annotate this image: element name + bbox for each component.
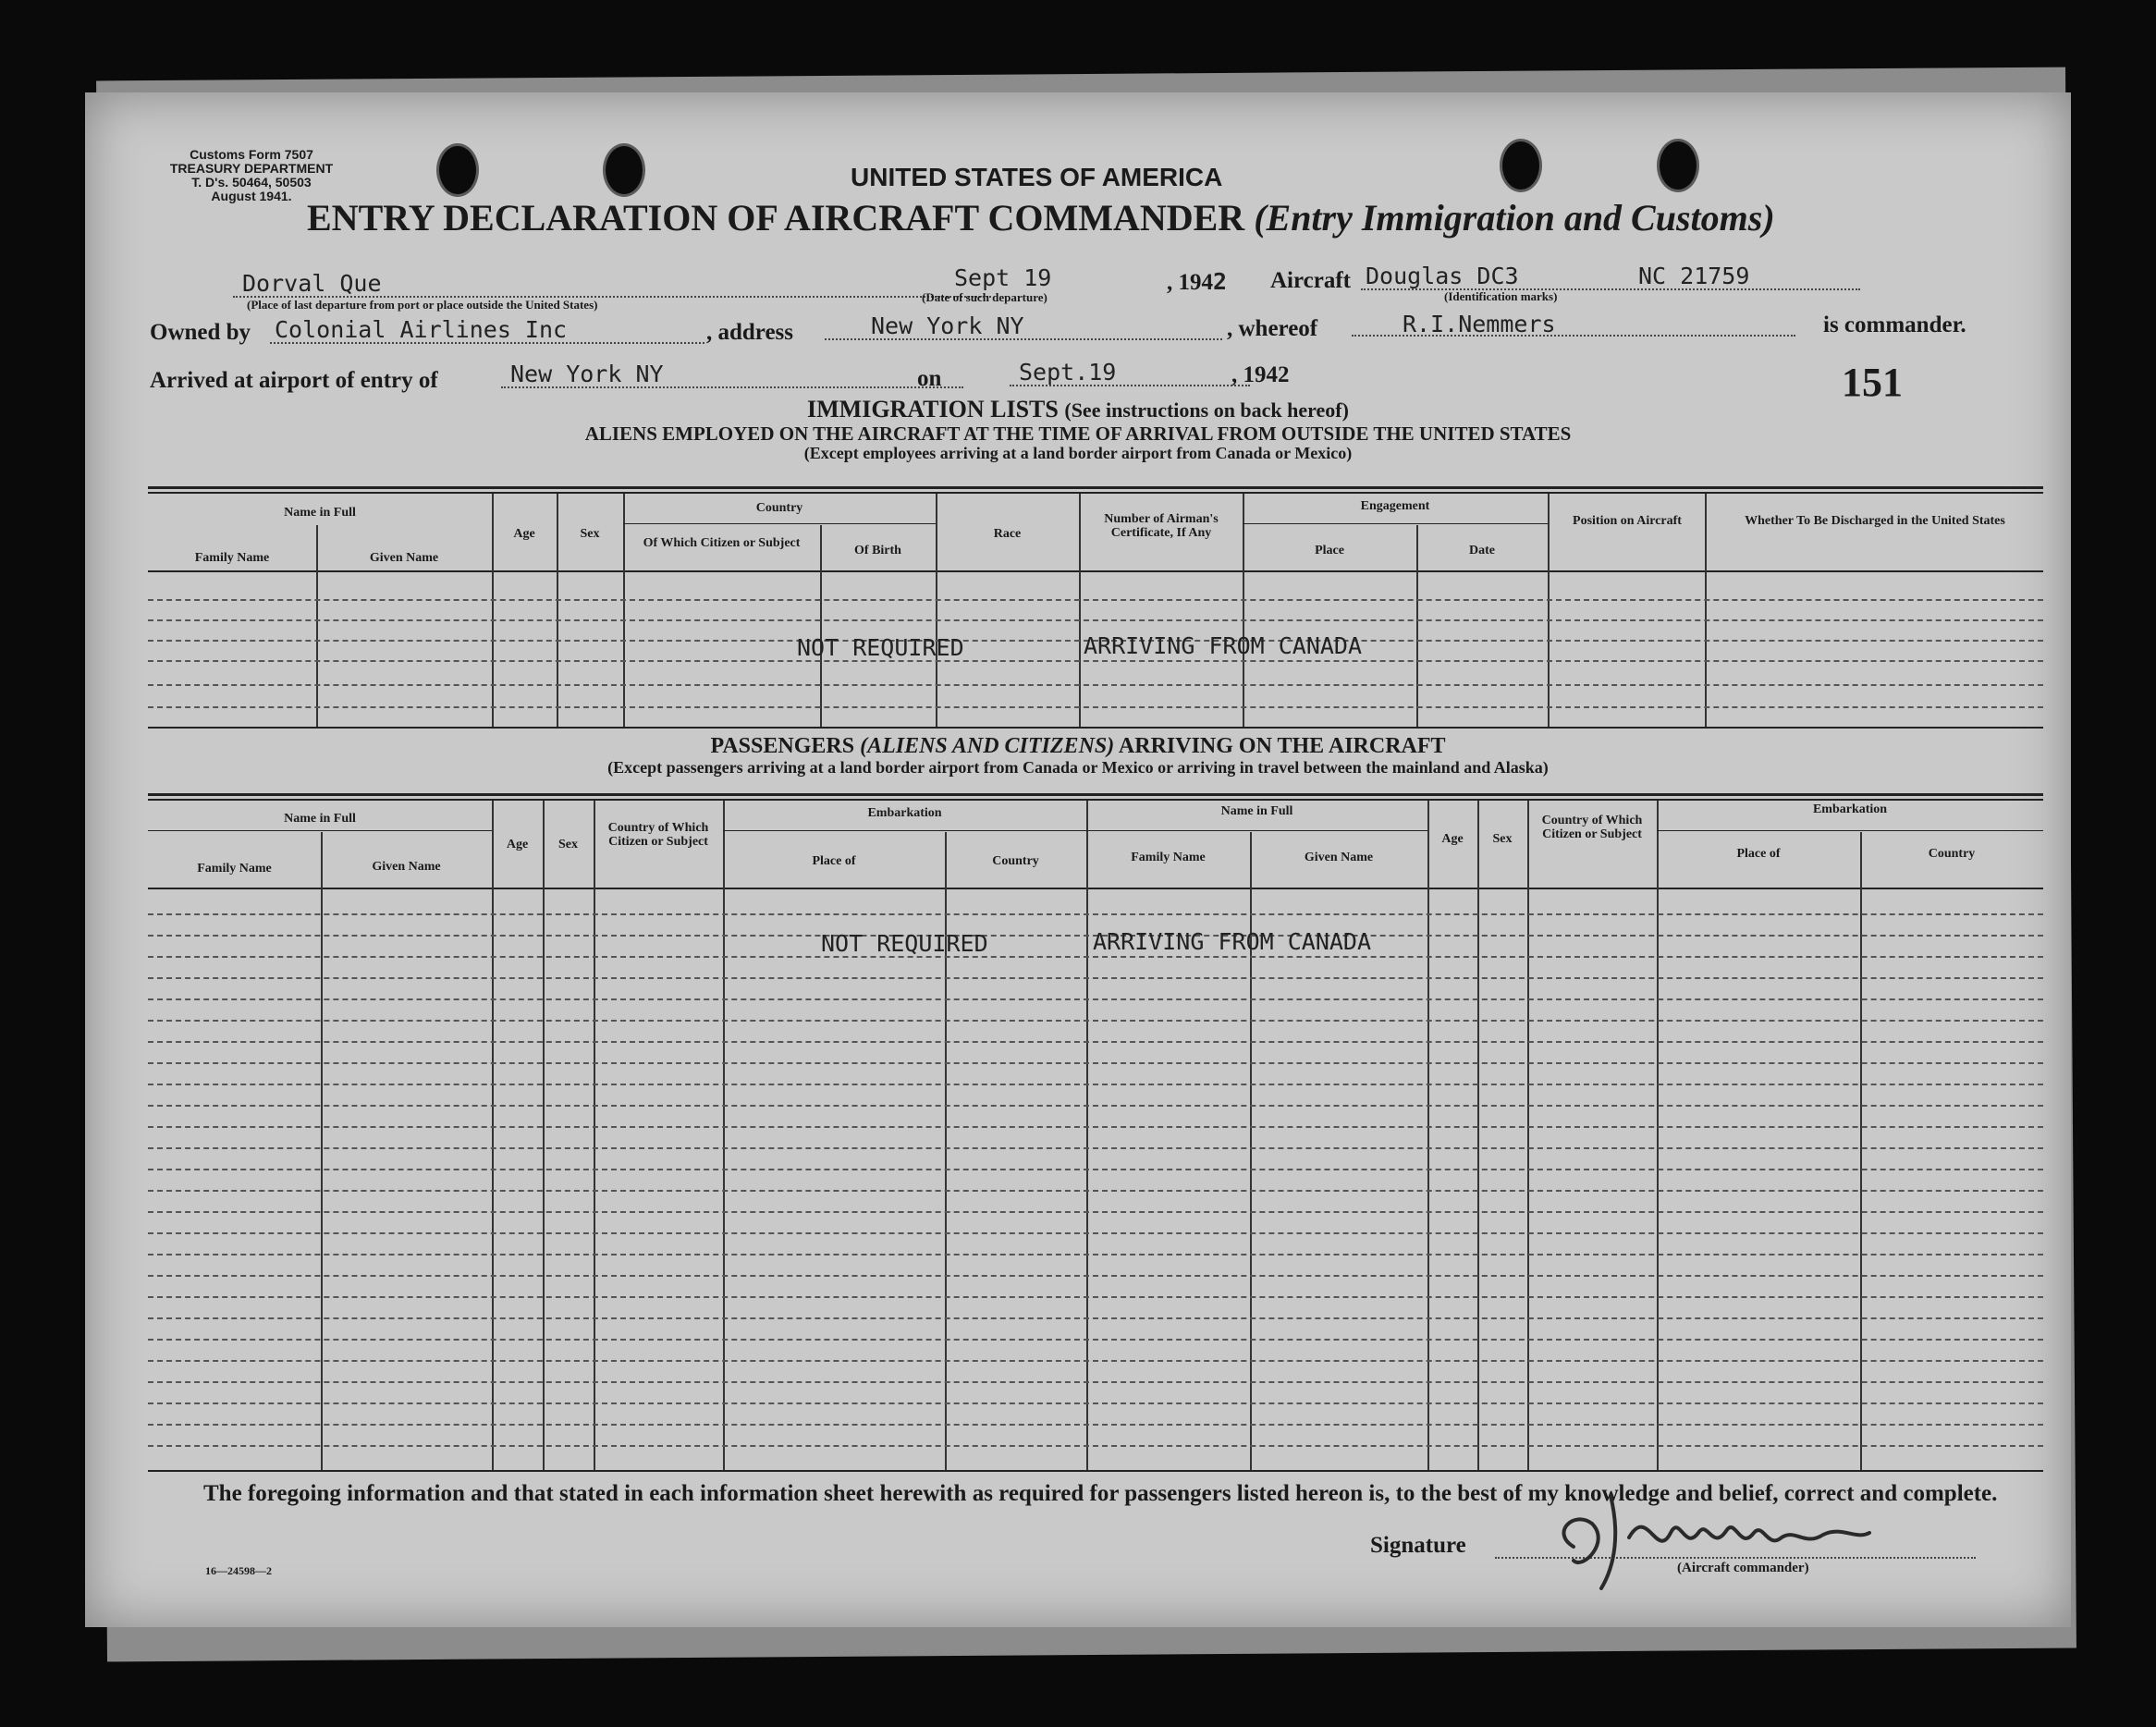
passenger-header-age-2: Age bbox=[1441, 832, 1464, 846]
passenger-header-citizen: Country of Which Citizen or Subject bbox=[607, 821, 709, 849]
immigration-heading bbox=[85, 396, 2071, 423]
passenger-col-divider bbox=[1527, 801, 1529, 1470]
underline bbox=[1352, 335, 1795, 337]
passenger-row bbox=[148, 1041, 2043, 1043]
passenger-row bbox=[148, 1105, 2043, 1107]
crew-header-country: Country bbox=[755, 501, 803, 515]
crew-col-divider bbox=[1705, 494, 1707, 727]
underline bbox=[1361, 288, 1860, 290]
immigration-title: IMMIGRATION LISTS bbox=[807, 396, 1059, 423]
passenger-header-citizen-2: Country of Which Citizen or Subject bbox=[1541, 814, 1643, 841]
arrival-year: , 1942 bbox=[1231, 362, 1290, 387]
passenger-arriving-from: ARRIVING FROM CANADA bbox=[1093, 928, 1372, 955]
passenger-col-divider bbox=[321, 832, 323, 1470]
signature-caption: (Aircraft commander) bbox=[1677, 1561, 1809, 1575]
passenger-row bbox=[148, 1339, 2043, 1341]
on-label: on bbox=[917, 366, 942, 391]
crew-header-birth: Of Birth bbox=[854, 544, 901, 557]
certification-statement: The foregoing information and that stated in each information sheet herewith as required for passengers listed hereon is, to the best of my knowledge and belief, correct and complete. bbox=[203, 1481, 1998, 1506]
punch-hole bbox=[603, 143, 645, 197]
passengers-qualifier: (ALIENS AND CITIZENS) bbox=[860, 734, 1115, 758]
passenger-header-embarkation: Embarkation bbox=[867, 806, 942, 820]
passenger-col-divider bbox=[723, 801, 725, 1470]
registration-number: NC 21759 bbox=[1638, 263, 1750, 289]
commander-suffix: is commander. bbox=[1823, 312, 1966, 337]
passenger-header-family: Family Name bbox=[197, 862, 272, 876]
passenger-row bbox=[148, 1147, 2043, 1149]
underline bbox=[270, 342, 704, 344]
underline bbox=[825, 338, 1222, 340]
punch-hole bbox=[436, 143, 479, 197]
passenger-row bbox=[148, 956, 2043, 958]
title-main: ENTRY DECLARATION OF AIRCRAFT COMMANDER bbox=[307, 197, 1245, 239]
passenger-header-given-2: Given Name bbox=[1304, 851, 1374, 864]
crew-header-date: Date bbox=[1469, 544, 1495, 557]
form-date: August 1941. bbox=[211, 189, 292, 203]
crew-col-divider bbox=[1079, 494, 1081, 727]
crew-header-race: Race bbox=[993, 527, 1022, 541]
crew-header-position: Position on Aircraft bbox=[1573, 514, 1682, 528]
aircraft-type: Douglas DC3 bbox=[1366, 263, 1519, 289]
passenger-row bbox=[148, 977, 2043, 979]
department: TREASURY DEPARTMENT bbox=[169, 161, 334, 176]
passenger-row bbox=[148, 1360, 2043, 1362]
crew-header-sex: Sex bbox=[580, 527, 600, 541]
passenger-table-top-rule bbox=[148, 793, 2043, 796]
aliens-subheading: (Except employees arriving at a land border airport from Canada or Mexico) bbox=[803, 444, 1353, 462]
passenger-header-age: Age bbox=[506, 838, 529, 851]
date-caption: (Date of such departure) bbox=[922, 290, 1047, 304]
passenger-row bbox=[148, 1445, 2043, 1447]
crew-header-rule bbox=[148, 570, 2043, 572]
arrival-airport: New York NY bbox=[510, 361, 664, 387]
crew-header-name: Name in Full bbox=[284, 506, 356, 520]
passenger-header-name-2: Name in Full bbox=[1220, 804, 1293, 818]
passenger-row bbox=[148, 1296, 2043, 1298]
passengers-heading bbox=[85, 734, 2071, 759]
passenger-header-country: Country bbox=[992, 854, 1039, 868]
crew-subheader-rule bbox=[623, 523, 936, 524]
passenger-subheader-rule bbox=[1086, 830, 1427, 831]
passenger-row bbox=[148, 1062, 2043, 1064]
passenger-row bbox=[148, 998, 2043, 1000]
crew-col-divider bbox=[1548, 494, 1550, 727]
passenger-header-place-2: Place of bbox=[1736, 847, 1781, 861]
departure-year bbox=[1167, 268, 1227, 296]
passenger-row bbox=[148, 1424, 2043, 1426]
passenger-col-divider bbox=[1657, 801, 1659, 1470]
arrived-label: Arrived at airport of entry of bbox=[150, 368, 438, 393]
print-code: 16—24598—2 bbox=[205, 1564, 272, 1577]
passenger-row bbox=[148, 1126, 2043, 1128]
owner-address: New York NY bbox=[871, 312, 1024, 339]
commander-name: R.I.Nemmers bbox=[1403, 311, 1556, 337]
crew-row bbox=[148, 660, 2043, 662]
crew-header-discharged: Whether To Be Discharged in the United States bbox=[1745, 514, 2005, 528]
passengers-title-end: ARRIVING ON THE AIRCRAFT bbox=[1118, 734, 1446, 758]
address-label: , address bbox=[706, 320, 794, 345]
whereof-label: , whereof bbox=[1227, 316, 1318, 341]
passenger-row bbox=[148, 1169, 2043, 1170]
passenger-row bbox=[148, 1275, 2043, 1277]
passenger-subheader-rule bbox=[148, 830, 492, 831]
passenger-header-place: Place of bbox=[812, 854, 856, 868]
passenger-col-divider bbox=[1860, 832, 1862, 1470]
crew-header-certificate: Number of Airman's Certificate, If Any bbox=[1104, 512, 1219, 540]
passenger-col-divider bbox=[1427, 801, 1429, 1470]
crew-header-given: Given Name bbox=[369, 551, 439, 565]
form-sheet bbox=[85, 92, 2071, 1627]
passenger-row bbox=[148, 1190, 2043, 1192]
passenger-row bbox=[148, 1317, 2043, 1319]
crew-header-engagement: Engagement bbox=[1360, 499, 1430, 513]
departure-year-prefix: , 194 bbox=[1167, 270, 1213, 295]
passenger-row bbox=[148, 1402, 2043, 1404]
passenger-row bbox=[148, 1381, 2043, 1383]
passenger-col-divider bbox=[594, 801, 595, 1470]
departure-caption: (Place of last departure from port or place outside the United States) bbox=[247, 298, 598, 312]
passenger-subheader-rule bbox=[723, 830, 1086, 831]
owner-name: Colonial Airlines Inc bbox=[275, 316, 568, 343]
passenger-header-given: Given Name bbox=[372, 860, 441, 874]
passenger-header-embarkation-2: Embarkation bbox=[1812, 802, 1888, 816]
crew-row bbox=[148, 619, 2043, 621]
signature-label: Signature bbox=[1370, 1533, 1466, 1558]
passenger-header-family-2: Family Name bbox=[1131, 851, 1206, 864]
aircraft-label: Aircraft bbox=[1270, 268, 1351, 293]
passengers-subheading: (Except passengers arriving at a land border airport from Canada or Mexico or arriving in travel between the mainland and Alaska) bbox=[607, 758, 1549, 777]
crew-arriving-from: ARRIVING FROM CANADA bbox=[1084, 632, 1363, 659]
sheet-number: 151 bbox=[1842, 360, 1903, 405]
passenger-row bbox=[148, 1020, 2043, 1022]
crew-table-top-rule bbox=[148, 486, 2043, 489]
crew-row bbox=[148, 684, 2043, 686]
aliens-heading: ALIENS EMPLOYED ON THE AIRCRAFT AT THE TIME OF ARRIVAL FROM OUTSIDE THE UNITED STATES bbox=[584, 423, 1572, 445]
signature-scrawl bbox=[1546, 1459, 1879, 1598]
title-subtitle: (Entry Immigration and Customs) bbox=[1254, 197, 1775, 239]
departure-year-digit: 2 bbox=[1213, 268, 1228, 295]
passenger-col-divider bbox=[1086, 801, 1088, 1470]
country-heading: UNITED STATES OF AMERICA bbox=[851, 163, 1223, 191]
passenger-not-required: NOT REQUIRED bbox=[821, 930, 988, 957]
passenger-col-divider bbox=[945, 832, 947, 1470]
crew-row bbox=[148, 599, 2043, 601]
crew-table-top-rule bbox=[148, 492, 2043, 494]
underline bbox=[501, 386, 963, 388]
crew-not-required: NOT REQUIRED bbox=[797, 634, 964, 661]
crew-header-place: Place bbox=[1315, 544, 1344, 557]
arrival-date: Sept.19 bbox=[1019, 359, 1117, 386]
form-number: Customs Form 7507 bbox=[190, 147, 313, 162]
form-identifier bbox=[150, 148, 353, 203]
identification-caption: (Identification marks) bbox=[1444, 289, 1558, 303]
passenger-col-divider bbox=[543, 801, 545, 1470]
passenger-header-sex: Sex bbox=[558, 838, 578, 851]
punch-hole bbox=[1657, 139, 1699, 192]
treasury-decisions: T. D's. 50464, 50503 bbox=[191, 175, 312, 190]
passenger-header-rule bbox=[148, 888, 2043, 889]
immigration-note: (See instructions on back hereof) bbox=[1064, 398, 1349, 422]
crew-table-bottom-rule bbox=[148, 727, 2043, 729]
passengers-title: PASSENGERS bbox=[710, 734, 855, 758]
passenger-row bbox=[148, 1232, 2043, 1234]
passenger-subheader-rule bbox=[1657, 830, 2043, 831]
passenger-header-country-2: Country bbox=[1928, 847, 1976, 861]
departure-place: Dorval Que bbox=[242, 270, 382, 297]
passenger-row bbox=[148, 1254, 2043, 1255]
punch-hole bbox=[1500, 139, 1542, 192]
crew-header-age: Age bbox=[513, 527, 535, 541]
passenger-col-divider bbox=[492, 801, 494, 1470]
passenger-header-sex-2: Sex bbox=[1492, 832, 1513, 846]
crew-col-divider bbox=[623, 494, 625, 727]
crew-subheader-rule bbox=[1243, 523, 1548, 524]
crew-header-family: Family Name bbox=[194, 551, 270, 565]
crew-col-divider bbox=[1243, 494, 1244, 727]
underline bbox=[1010, 385, 1250, 386]
passenger-table-top-rule bbox=[148, 799, 2043, 801]
owned-by-label: Owned by bbox=[150, 320, 251, 345]
crew-header-citizen: Of Which Citizen or Subject bbox=[643, 536, 801, 550]
departure-date: Sept 19 bbox=[954, 264, 1052, 291]
passenger-row bbox=[148, 913, 2043, 915]
crew-row bbox=[148, 706, 2043, 708]
passenger-row bbox=[148, 1084, 2043, 1085]
passenger-col-divider bbox=[1477, 801, 1479, 1470]
form-title bbox=[307, 196, 1775, 239]
passenger-header-name: Name in Full bbox=[284, 812, 356, 826]
passenger-row bbox=[148, 1211, 2043, 1213]
